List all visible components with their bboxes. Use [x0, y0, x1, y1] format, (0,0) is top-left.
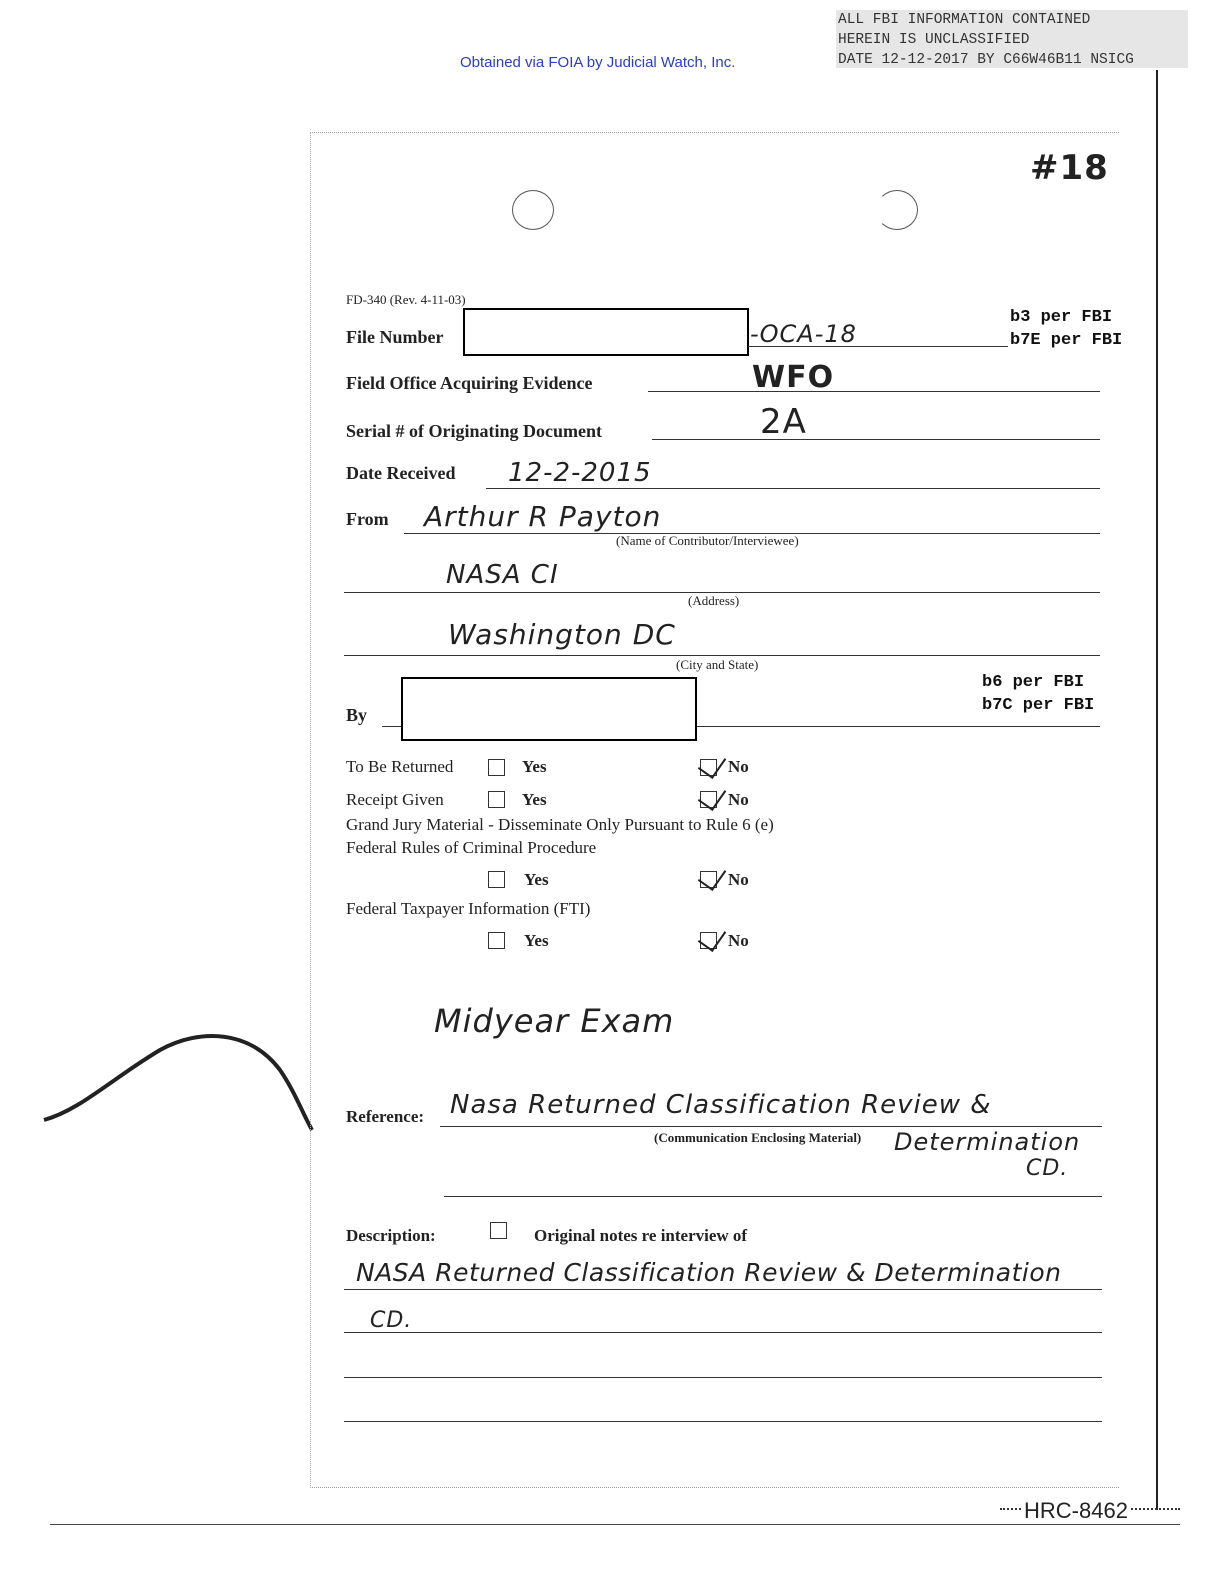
- by-redaction: [401, 677, 697, 741]
- receipt-given-no-label: No: [728, 790, 749, 809]
- receipt-given-label: Receipt Given: [346, 790, 444, 809]
- to-be-returned-yes-label: Yes: [522, 757, 547, 776]
- serial-label: Serial # of Originating Document: [346, 421, 602, 441]
- field-office-line: [648, 391, 1100, 392]
- stamp-line-2: HEREIN IS UNCLASSIFIED: [838, 32, 1030, 48]
- address-caption: (Address): [688, 593, 740, 608]
- description-line-2: CD.: [370, 1308, 413, 1333]
- by-label: By: [346, 705, 368, 725]
- field-office-value: WFO: [752, 360, 835, 395]
- fti-yes-checkbox[interactable]: [488, 932, 505, 949]
- reference-rule-2: [444, 1196, 1102, 1197]
- file-number-redaction: [463, 308, 749, 356]
- exemption-file-number: [1010, 306, 1122, 352]
- punch-hole-left: [512, 190, 554, 230]
- description-rule-3: [344, 1377, 1102, 1378]
- exemption-b3: b3 per FBI: [1010, 308, 1113, 327]
- from-name-caption: (Name of Contributor/Interviewee): [616, 533, 799, 548]
- grand-jury-yes-checkbox[interactable]: [488, 871, 505, 888]
- grand-jury-label-1: Grand Jury Material - Disseminate Only Pursuant to Rule 6 (e): [346, 815, 774, 834]
- to-be-returned-yes-checkbox[interactable]: [488, 759, 505, 776]
- date-received-value: 12-2-2015: [508, 458, 652, 488]
- file-number-suffix: -OCA-18: [750, 320, 857, 348]
- date-received-line: [486, 488, 1100, 489]
- from-city-state: Washington DC: [448, 618, 676, 651]
- foia-watermark: Obtained via FOIA by Judicial Watch, Inc.: [460, 54, 736, 71]
- fti-yes-label: Yes: [524, 931, 549, 950]
- to-be-returned-no-checkbox[interactable]: [700, 759, 717, 776]
- description-rule-1: [344, 1289, 1102, 1290]
- scribble-line: [40, 1020, 320, 1150]
- receipt-given-yes-checkbox[interactable]: [488, 791, 505, 808]
- city-state-line: [344, 655, 1100, 656]
- from-name: Arthur R Payton: [424, 500, 662, 533]
- grand-jury-label-2: Federal Rules of Criminal Procedure: [346, 838, 597, 857]
- bottom-rule: [50, 1524, 1180, 1525]
- punch-hole-right: [876, 190, 918, 230]
- file-number-label: File Number: [346, 327, 444, 347]
- reference-label: Reference:: [346, 1107, 425, 1126]
- reference-line-1: Nasa Returned Classification Review &: [450, 1090, 992, 1120]
- serial-line: [652, 439, 1100, 440]
- case-note: Midyear Exam: [434, 1002, 675, 1040]
- to-be-returned-no-label: No: [728, 757, 749, 776]
- page-id: HRC-8462: [1024, 1498, 1128, 1523]
- item-number: #18: [1030, 148, 1109, 188]
- stamp-line-3: DATE 12-12-2017 BY C66W46B11 NSICG: [838, 52, 1134, 68]
- exemption-b6: b6 per FBI: [982, 673, 1085, 692]
- grand-jury-no-checkbox[interactable]: [700, 871, 717, 888]
- receipt-given-no-checkbox[interactable]: [700, 791, 717, 808]
- serial-value: 2A: [760, 402, 807, 442]
- original-notes-checkbox[interactable]: [490, 1222, 507, 1239]
- reference-line-2: Determination: [894, 1128, 1081, 1156]
- receipt-given-yes-label: Yes: [522, 790, 547, 809]
- to-be-returned-label: To Be Returned: [346, 757, 454, 776]
- reference-line-3: CD.: [1026, 1156, 1069, 1181]
- form-id: FD-340 (Rev. 4-11-03): [346, 292, 466, 307]
- fti-no-checkbox[interactable]: [700, 932, 717, 949]
- fti-no-label: No: [728, 931, 749, 950]
- exemption-b7c: b7C per FBI: [982, 696, 1095, 715]
- exemption-b7e: b7E per FBI: [1010, 331, 1123, 350]
- description-label: Description:: [346, 1226, 436, 1245]
- description-line-1: NASA Returned Classification Review & Determination: [356, 1258, 1062, 1287]
- sheet-right-edge: [1156, 70, 1162, 1510]
- file-number-line: [748, 346, 1008, 347]
- field-office-label: Field Office Acquiring Evidence: [346, 373, 593, 393]
- from-address: NASA CI: [446, 560, 559, 590]
- original-notes-label: Original notes re interview of: [534, 1226, 748, 1245]
- from-label: From: [346, 509, 389, 529]
- exemption-by: [982, 671, 1094, 717]
- reference-caption: (Communication Enclosing Material): [654, 1130, 862, 1145]
- description-rule-4: [344, 1421, 1102, 1422]
- city-state-caption: (City and State): [676, 657, 759, 672]
- date-received-label: Date Received: [346, 463, 456, 483]
- grand-jury-no-label: No: [728, 870, 749, 889]
- grand-jury-yes-label: Yes: [524, 870, 549, 889]
- stamp-line-1: ALL FBI INFORMATION CONTAINED: [838, 12, 1091, 28]
- classification-stamp: [836, 10, 1188, 68]
- description-rule-2: [344, 1332, 1102, 1333]
- reference-rule-1: [440, 1126, 1102, 1127]
- fti-label: Federal Taxpayer Information (FTI): [346, 899, 591, 918]
